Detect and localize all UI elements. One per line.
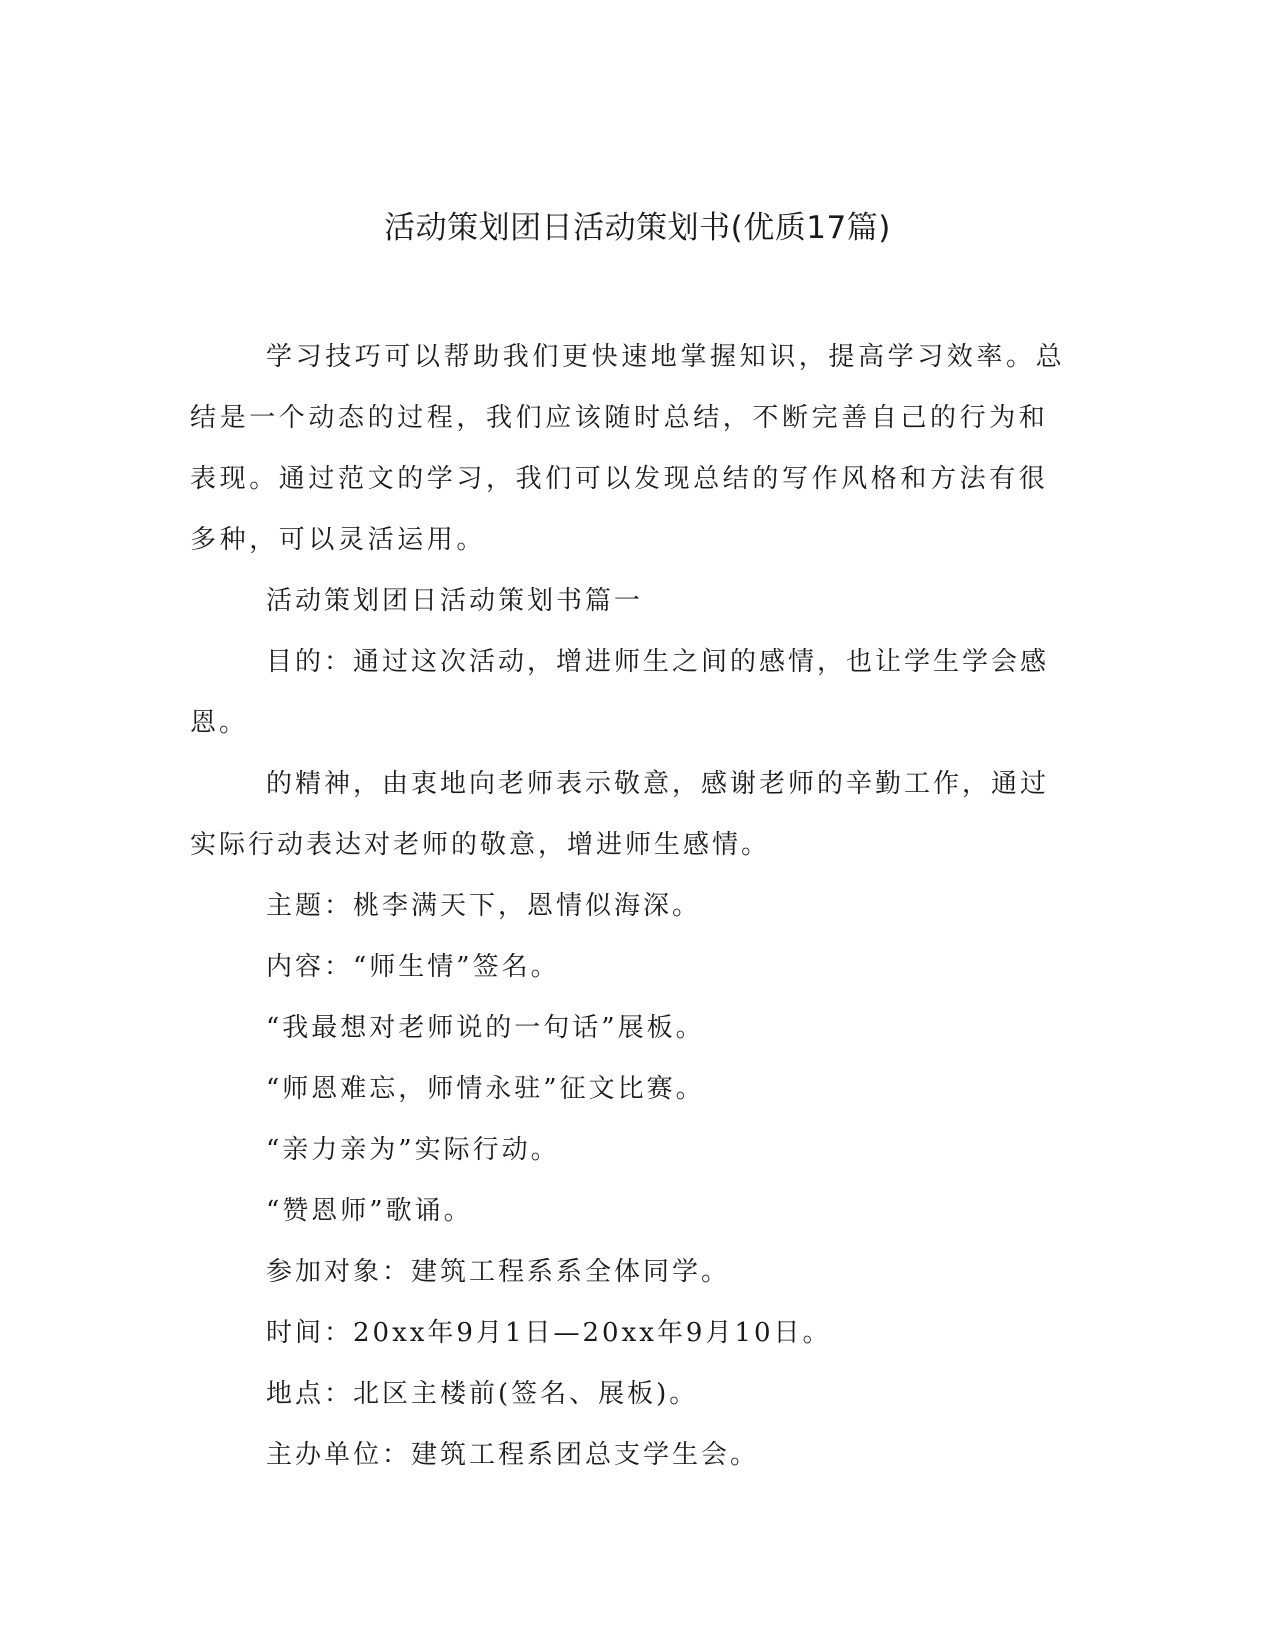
purpose-paragraph: 目的：通过这次活动，增进师生之间的感情，也让学生学会感恩。	[190, 647, 1050, 738]
time-line: 时间：20xx年9月1日—20xx年9月10日。	[266, 1318, 832, 1348]
document-body	[190, 327, 1076, 1486]
content-item-recital: “赞恩师”歌诵。	[266, 1196, 473, 1226]
content-line: 内容：“师生情”签名。	[266, 952, 560, 982]
content-item-board: “我最想对老师说的一句话”展板。	[266, 1013, 705, 1043]
spirit-paragraph: 的精神，由衷地向老师表示敬意，感谢老师的辛勤工作，通过实际行动表达对老师的敬意，增进师生感情。	[190, 769, 1050, 860]
content-item-essay: “师恩难忘，师情永驻”征文比赛。	[266, 1074, 705, 1104]
organizer-line: 主办单位：建筑工程系团总支学生会。	[266, 1440, 760, 1470]
section-heading: 活动策划团日活动策划书篇一	[266, 586, 644, 616]
content-item-action: “亲力亲为”实际行动。	[266, 1135, 560, 1165]
intro-paragraph: 学习技巧可以帮助我们更快速地掌握知识，提高学习效率。总结是一个动态的过程，我们应该随时总结，不断完善自己的行为和表现。通过范文的学习，我们可以发现总结的写作风格和方法有很多种，可以灵活运用。	[190, 342, 1066, 555]
theme-line: 主题：桃李满天下，恩情似海深。	[266, 891, 702, 921]
document-title: 活动策划团日活动策划书(优质17篇)	[384, 210, 891, 246]
participants-line: 参加对象：建筑工程系系全体同学。	[266, 1257, 731, 1287]
location-line: 地点：北区主楼前(签名、展板)。	[266, 1379, 699, 1409]
